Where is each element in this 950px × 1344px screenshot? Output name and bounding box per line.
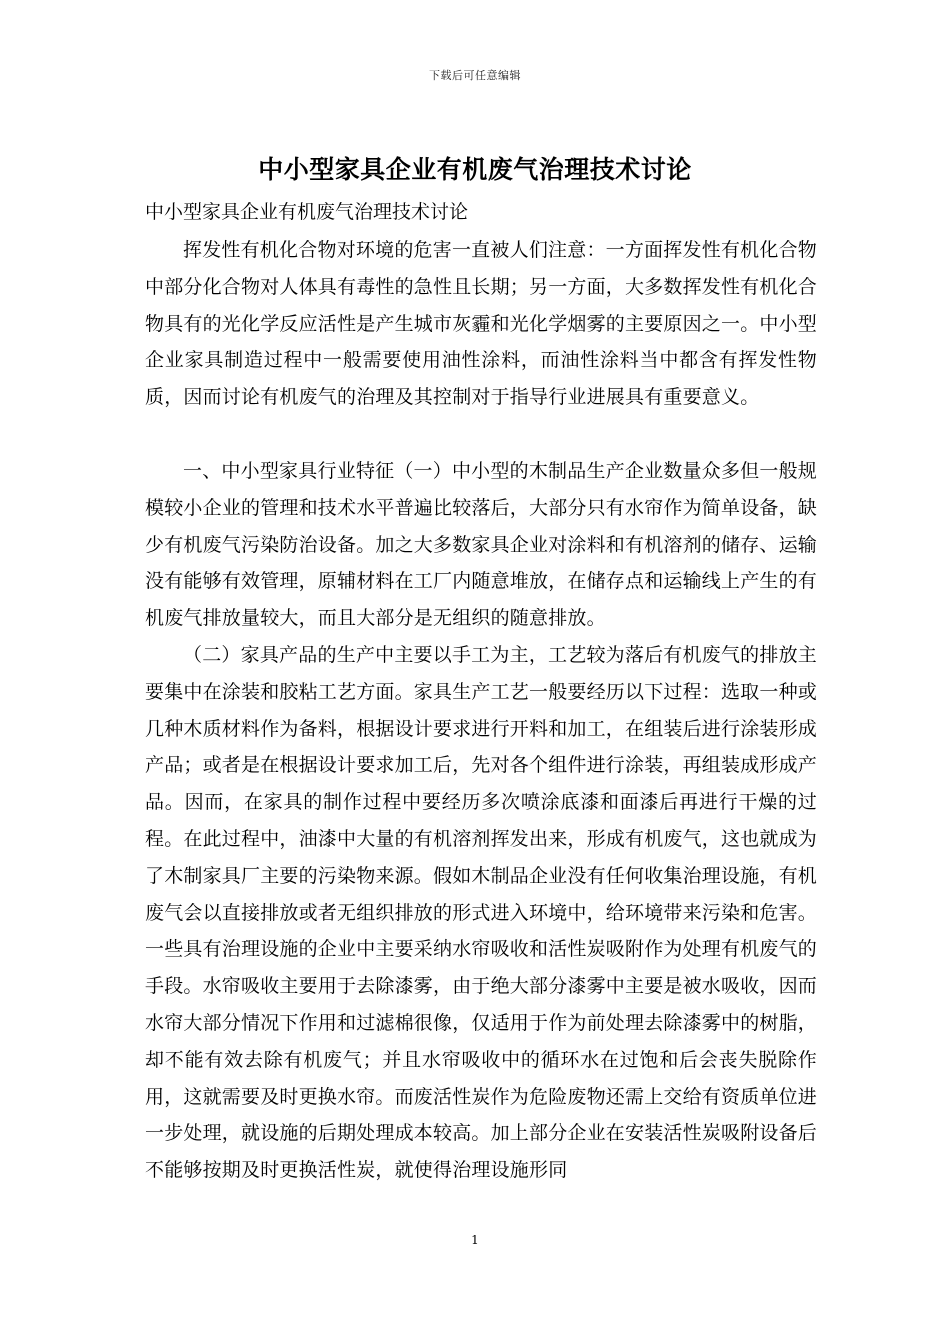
page-header-note: 下载后可任意编辑 (429, 69, 521, 82)
document-title: 中小型家具企业有机废气治理技术讨论 (258, 155, 692, 184)
paragraph-section-2: （二）家具产品的生产中主要以手工为主，工艺较为落后有机废气的排放主要集中在涂装和胶粘工艺方面。家具生产工艺一般要经历以下过程：选取一种或几种木质材料作为备料，根据设计要求进行开料和加工，在组装后进行涂装形成产品；或者是在根据设计要求加工后，先对各个组件进行涂装，再组装成形成产品。因而，在家具的制作过程中要经历多次喷涂底漆和面漆后再进行干燥的过程。在此过程中，油漆中大量的有机溶剂挥发出来，形成有机废气，这也就成为了木制家具厂主要的污染物来源。假如木制品企业没有任何收集治理设施，有机废气会以直接排放或者无组织排放的形式进入环境中，给环境带来污染和危害。一些具有治理设施的企业中主要采纳水帘吸收和活性炭吸附作为处理有机废气的手段。水帘吸收主要用于去除漆雾，由于绝大部分漆雾中主要是被水吸收，因而水帘大部分情况下作用和过滤棉很像，仅适用于作为前处理去除漆雾中的树脂，却不能有效去除有机废气；并且水帘吸收中的循环水在过饱和后会丧失脱除作用，这就需要及时更换水帘。而废活性炭作为危险废物还需上交给有资质单位进一步处理，就设施的后期处理成本较高。加上部分企业在安装活性炭吸附设备后不能够按期及时更换活性炭，就使得治理设施形同 (145, 643, 818, 1182)
paragraph-section-1: 一、中小型家具行业特征（一）中小型的木制品生产企业数量众多但一般规模较小企业的管理和技术水平普遍比较落后，大部分只有水帘作为简单设备，缺少有机废气污染防治设备。加之大多数家具企业对涂料和有机溶剂的储存、运输没有能够有效管理，原辅材料在工厂内随意堆放，在储存点和运输线上产生的有机废气排放量较大，而且大部分是无组织的随意排放。 (145, 459, 818, 630)
document-body (145, 232, 817, 1189)
document-subtitle: 中小型家具企业有机废气治理技术讨论 (145, 201, 469, 223)
paragraph-gap (145, 416, 817, 453)
paragraph-intro: 挥发性有机化合物对环境的危害一直被人们注意：一方面挥发性有机化合物中部分化合物对人体具有毒性的急性且长期；另一方面，大多数挥发性有机化合物具有的光化学反应活性是产生城市灰霾和光化学烟雾的主要原因之一。中小型企业家具制造过程中一般需要使用油性涂料，而油性涂料当中都含有挥发性物质，因而讨论有机废气的治理及其控制对于指导行业进展具有重要意义。 (145, 239, 818, 409)
page-number: 1 (471, 1233, 479, 1247)
